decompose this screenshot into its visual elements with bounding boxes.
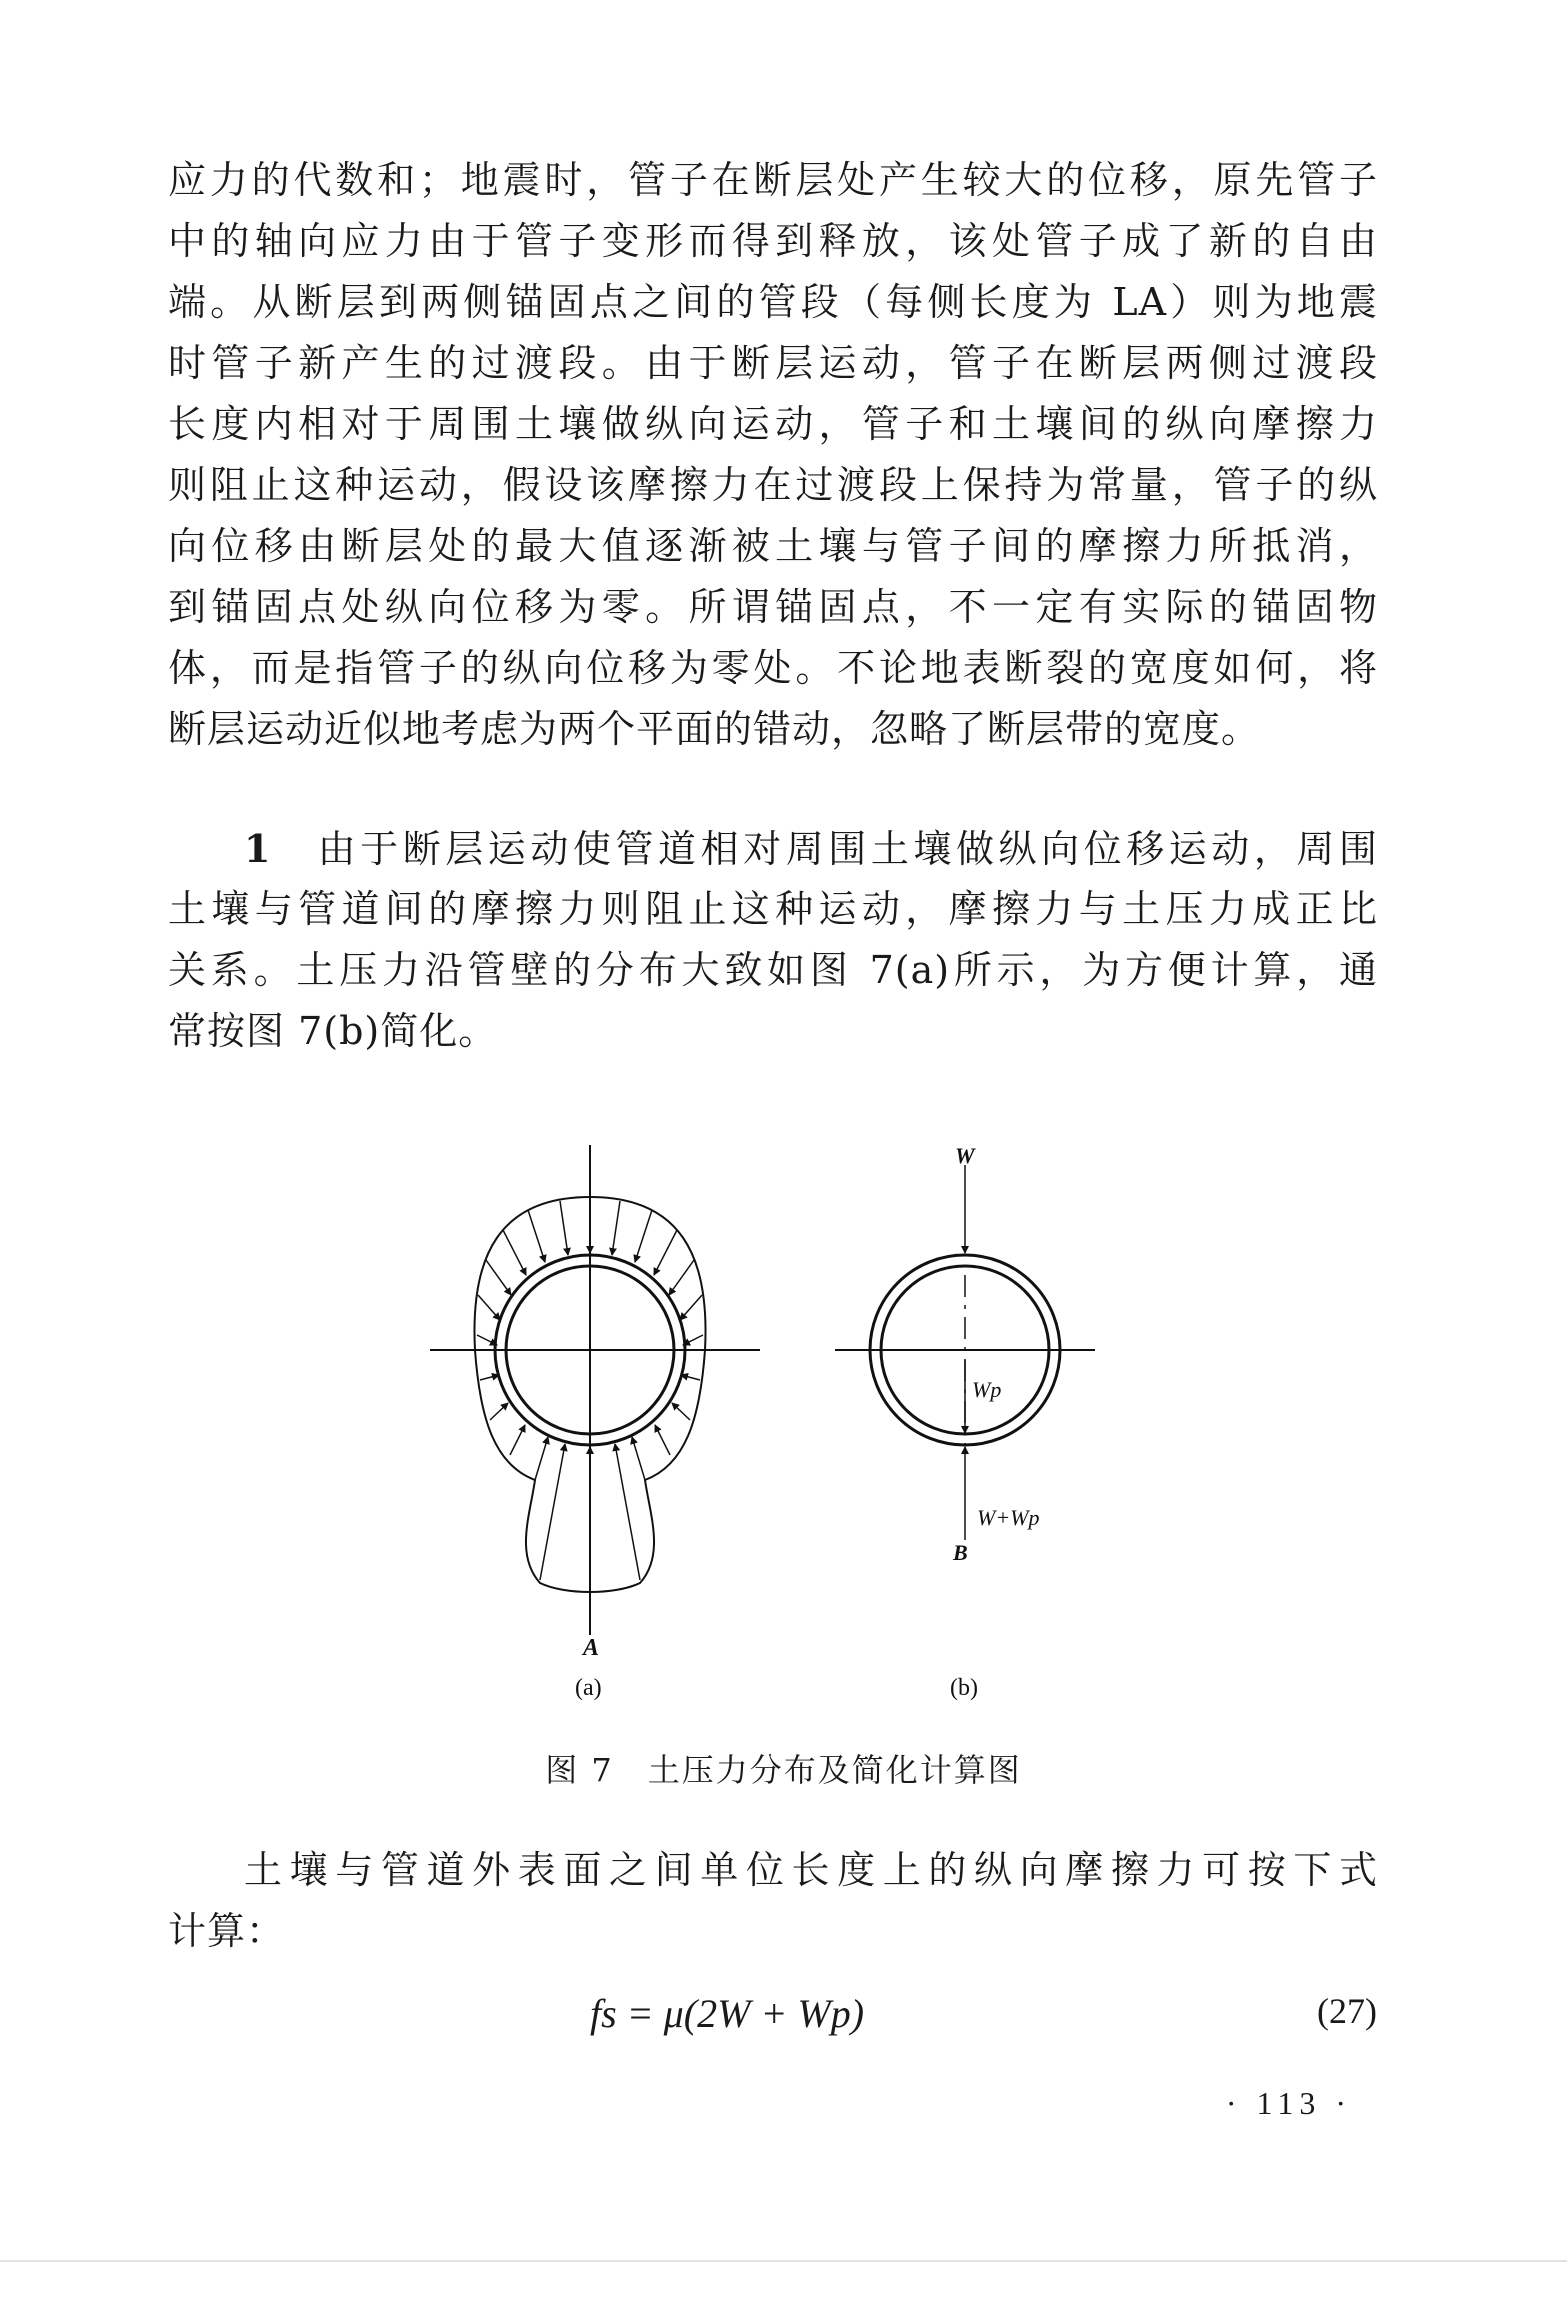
pressure-arrow xyxy=(635,1210,652,1262)
pressure-arrow xyxy=(612,1201,620,1255)
point-b-label: B xyxy=(953,1540,968,1565)
page-number: · 113 · xyxy=(1225,2085,1352,2121)
pressure-arrow xyxy=(560,1201,568,1255)
pressure-arrow xyxy=(683,1335,703,1345)
pressure-arrow xyxy=(480,1375,499,1380)
pressure-arrow xyxy=(540,1444,565,1580)
pressure-arrow xyxy=(535,1437,548,1480)
pressure-arrow xyxy=(654,1230,677,1275)
text-line-content: 由于断层运动使管道相对周围土壤做纵向位移运动，周围 xyxy=(317,827,1378,871)
paragraph-1 xyxy=(168,150,1378,760)
pressure-arrow xyxy=(672,1403,690,1420)
pressure-arrow xyxy=(669,1260,694,1295)
sublabel-b: (b) xyxy=(950,1675,978,1700)
pressure-arrow xyxy=(490,1403,508,1420)
pressure-arrow xyxy=(615,1444,640,1580)
w-label: W xyxy=(955,1143,975,1168)
text-line: 时管子新产生的过渡段。由于断层运动，管子在断层两侧过渡段 xyxy=(168,341,1378,385)
text-line: 土壤与管道外表面之间单位长度上的纵向摩擦力可按下式 xyxy=(244,1848,1378,1892)
pressure-arrow xyxy=(503,1230,526,1275)
figure-caption: 图 7 土压力分布及简化计算图 xyxy=(545,1751,1022,1789)
text-line: 体，而是指管子的纵向位移为零处。不论地表断裂的宽度如何，将 xyxy=(168,646,1378,690)
sublabel-a: (a) xyxy=(575,1675,602,1700)
wp-label: Wp xyxy=(972,1377,1002,1402)
pressure-arrow xyxy=(681,1375,700,1380)
text-line: 长度内相对于周围土壤做纵向运动，管子和土壤间的纵向摩擦力 xyxy=(168,402,1378,446)
equation-27: fs = μ(2W + Wp) xyxy=(590,1991,865,2036)
text-line: 到锚固点处纵向位移为零。所谓锚固点，不一定有实际的锚固物 xyxy=(168,585,1378,629)
text-line xyxy=(168,818,1378,879)
text-line: 常按图 7(b)简化。 xyxy=(168,1009,498,1053)
page-bottom-rule xyxy=(0,2260,1567,2262)
text-line: 向位移由断层处的最大值逐渐被土壤与管子间的摩擦力所抵消， xyxy=(168,524,1378,568)
pressure-arrow xyxy=(655,1425,670,1455)
paragraph-2 xyxy=(168,818,1378,1062)
point-a-label: A xyxy=(583,1635,600,1661)
pressure-arrow xyxy=(632,1437,645,1480)
soil-pressure-diagram xyxy=(400,1135,1160,1700)
section-number: 1 xyxy=(244,826,272,871)
text-line: 端。从断层到两侧锚固点之间的管段（每侧长度为 LA）则为地震 xyxy=(168,280,1378,324)
w-plus-wp-label: W+Wp xyxy=(977,1505,1040,1530)
paragraph-3 xyxy=(168,1840,1378,1962)
text-line: 计算： xyxy=(168,1909,286,1953)
text-line: 土壤与管道间的摩擦力则阻止这种运动，摩擦力与土压力成正比 xyxy=(168,887,1378,931)
figure-7 xyxy=(400,1135,1160,1700)
pressure-arrow xyxy=(477,1335,497,1345)
diagram-a xyxy=(430,1145,760,1635)
text-line: 应力的代数和；地震时，管子在断层处产生较大的位移，原先管子 xyxy=(168,158,1378,202)
equation-number: (27) xyxy=(1317,1991,1377,2031)
pressure-arrow xyxy=(486,1260,511,1295)
pressure-arrow xyxy=(680,1295,702,1320)
text-line: 则阻止这种运动，假设该摩擦力在过渡段上保持为常量，管子的纵 xyxy=(168,463,1378,507)
text-line: 断层运动近似地考虑为两个平面的错动，忽略了断层带的宽度。 xyxy=(168,707,1261,751)
pressure-arrow xyxy=(528,1210,545,1262)
pressure-arrow xyxy=(478,1295,500,1320)
text-line: 关系。土压力沿管壁的分布大致如图 7(a)所示，为方便计算，通 xyxy=(168,948,1378,992)
text-line: 中的轴向应力由于管子变形而得到释放，该处管子成了新的自由 xyxy=(168,219,1378,263)
diagram-b xyxy=(835,1165,1095,1540)
pressure-arrow xyxy=(510,1425,525,1455)
